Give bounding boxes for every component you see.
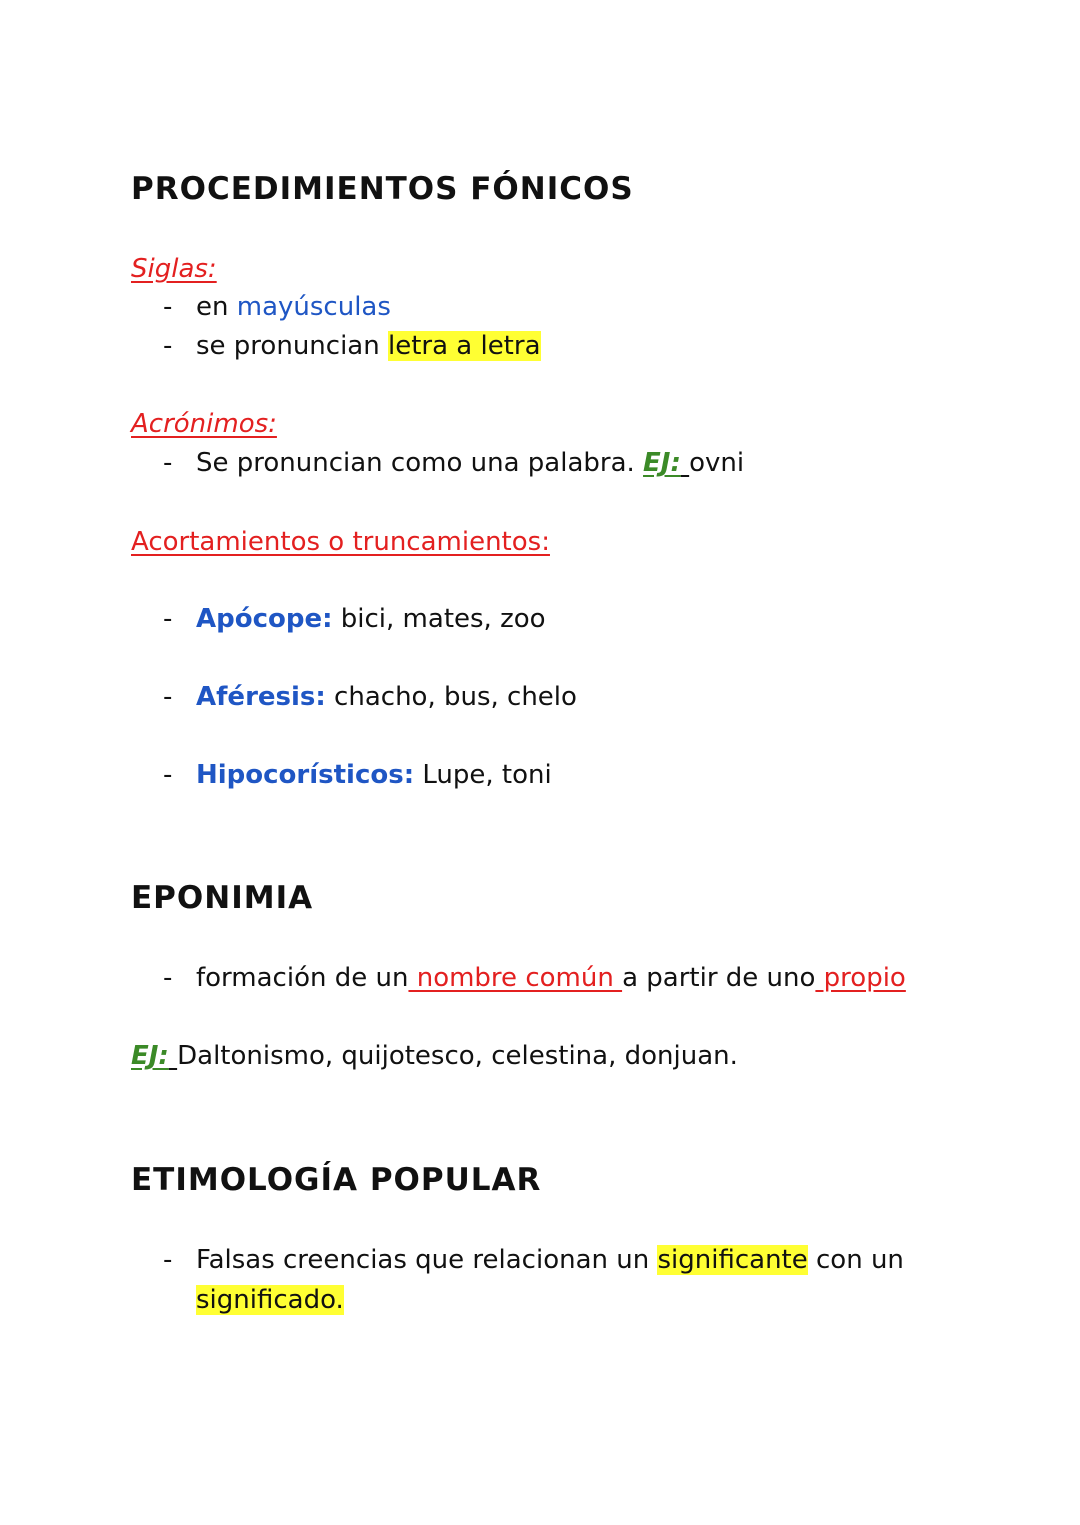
- item-text: en: [196, 292, 237, 322]
- example-label: EJ:: [643, 448, 681, 478]
- list-item-hipocoristicos: [163, 760, 552, 790]
- highlighted-text: significado.: [196, 1285, 344, 1315]
- list-item-siglas-1: [163, 292, 391, 322]
- colored-word: mayúsculas: [236, 292, 391, 322]
- term: Apócope:: [196, 604, 333, 634]
- label-acortamientos: Acortamientos o truncamientos:: [131, 527, 550, 557]
- label-acronimos: Acrónimos:: [131, 409, 277, 439]
- list-item-siglas-2: [163, 331, 541, 361]
- bullet-dash: -: [163, 760, 173, 790]
- example-label: EJ:: [131, 1041, 169, 1071]
- examples: bici, mates, zoo: [332, 604, 546, 634]
- example-value: ovni: [689, 448, 745, 478]
- examples: chacho, bus, chelo: [325, 682, 577, 712]
- bullet-dash: -: [163, 448, 173, 478]
- bullet-dash: -: [163, 963, 173, 993]
- bullet-dash: -: [163, 682, 173, 712]
- section-title-eponimia: EPONIMIA: [131, 880, 314, 916]
- list-item-eponimia: [163, 963, 906, 993]
- list-item-etimologia: [163, 1245, 904, 1275]
- example-gap: [169, 1041, 177, 1071]
- term: Hipocorísticos:: [196, 760, 415, 790]
- example-line-eponimia: [131, 1041, 738, 1071]
- list-item-aferesis: [163, 682, 577, 712]
- examples: Lupe, toni: [414, 760, 552, 790]
- item-text: se pronuncian: [196, 331, 388, 361]
- term: Aféresis:: [196, 682, 326, 712]
- item-text: Se pronuncian como una palabra.: [196, 448, 644, 478]
- list-item-apocope: [163, 604, 546, 634]
- bullet-dash: -: [163, 331, 173, 361]
- section-title-etimologia-popular: ETIMOLOGÍA POPULAR: [131, 1162, 542, 1198]
- bullet-dash: -: [163, 292, 173, 322]
- example-gap: [681, 448, 689, 478]
- bullet-dash: -: [163, 604, 173, 634]
- highlighted-text: significante: [657, 1245, 808, 1275]
- item-text: con un: [807, 1245, 904, 1275]
- list-item-etimologia-continuation: [196, 1285, 344, 1315]
- highlighted-text: letra a letra: [387, 331, 541, 361]
- section-title-procedimientos-fonicos: PROCEDIMIENTOS FÓNICOS: [131, 171, 634, 207]
- red-underlined-text: propio: [815, 963, 906, 993]
- bullet-dash: -: [163, 1245, 173, 1275]
- item-text: Falsas creencias que relacionan un: [196, 1245, 658, 1275]
- item-text: a partir de uno: [622, 963, 816, 993]
- item-text: formación de un: [196, 963, 409, 993]
- list-item-acronimos: [163, 448, 744, 478]
- red-underlined-text: nombre común: [408, 963, 623, 993]
- label-siglas: Siglas:: [131, 254, 217, 284]
- example-text: Daltonismo, quijotesco, celestina, donjuan.: [177, 1041, 738, 1071]
